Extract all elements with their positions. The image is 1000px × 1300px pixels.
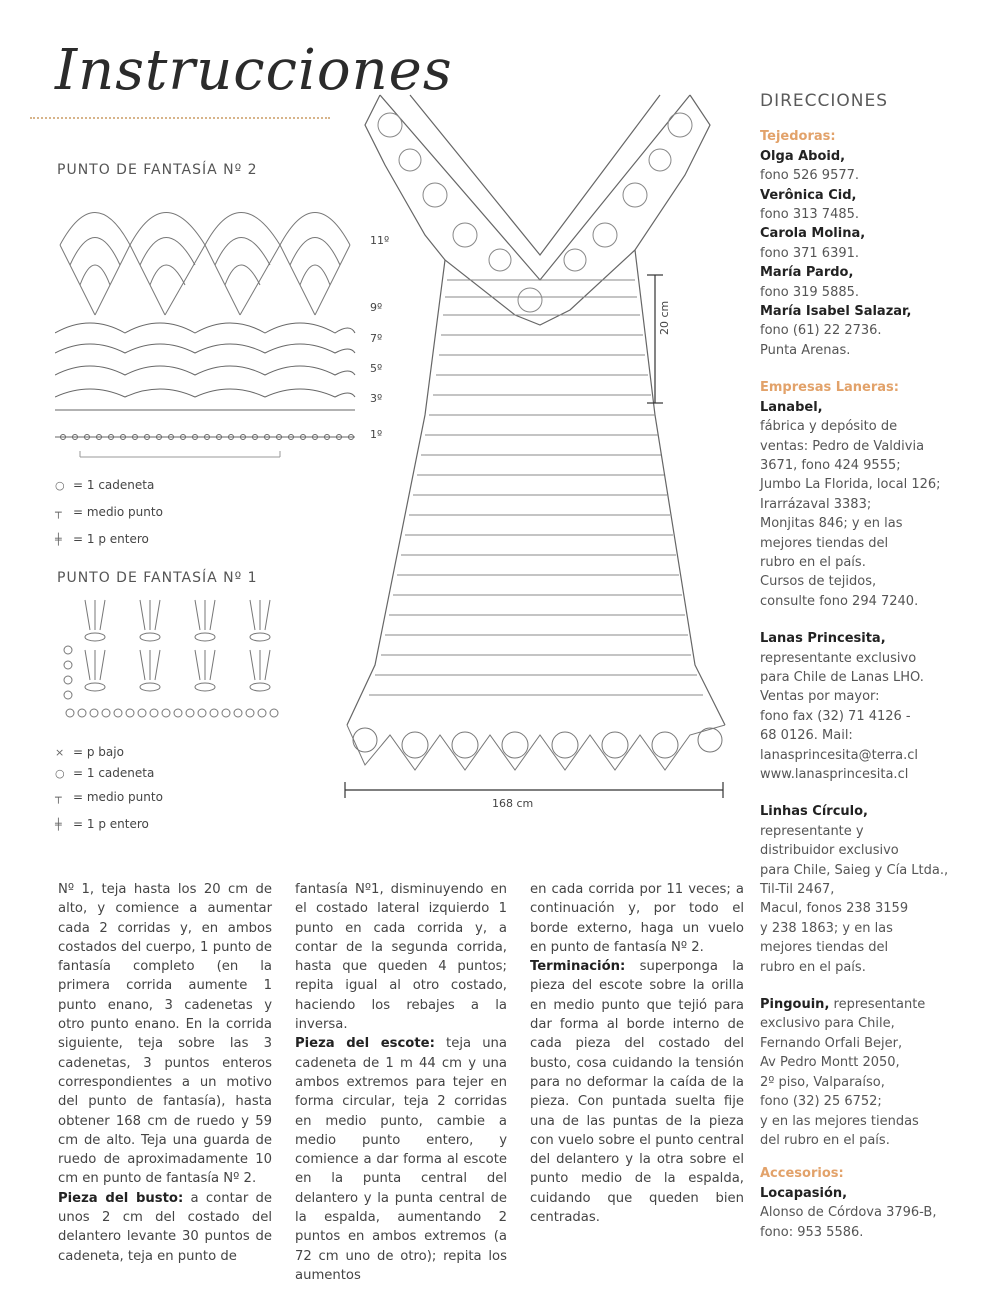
row-label: 3º: [370, 392, 383, 405]
company-block: [760, 398, 990, 611]
contact-name: Carola Molina,: [760, 226, 866, 242]
company-detail-line: consulte fono 294 7240.: [760, 593, 919, 609]
paragraph: Nº 1, teja hasta los 20 cm de alto, y comience a aumentar cada 2 corridas y, en ambos costados del cuerpo, 1 punto de fantasía completo (en la primera corrida aumente 1 punto enano, 3 cadenetas y otro punto enano. En la corrida siguiente, teja sobre las 3 cadenetas, 3 puntos enteros correspondientes a un motivo del punto de fantasía), hasta obtener 168 cm de ruedo y 59 cm de alto. Teja una guarda de ruedo de aproximadamente 10 cm en punto de fantasía Nº 2.: [58, 882, 272, 1187]
company-detail-line: 3671, fono 424 9555;: [760, 457, 901, 473]
company-detail-line: Av Pedro Montt 2050,: [760, 1055, 900, 1071]
company-detail-line: Macul, fonos 238 3159: [760, 901, 909, 917]
company-detail-line: fono (32) 25 6752;: [760, 1094, 882, 1110]
contact-phone: fono (61) 22 2736.: [760, 323, 882, 339]
company-detail-line: Fernando Orfali Bejer,: [760, 1035, 903, 1051]
company-name: Pingouin, representante: [760, 997, 926, 1013]
company-detail-line: rubro en el país.: [760, 554, 866, 570]
paragraph: a contar de unos 2 cm del costado del delantero levante 30 puntos de cadeneta, teja en punto de: [58, 1190, 272, 1264]
half-double-symbol-icon: ┬: [55, 506, 62, 519]
company-block: [760, 1184, 990, 1242]
row-label: 1º: [370, 428, 383, 441]
company-detail-line: rubro en el país.: [760, 959, 866, 975]
company-detail-line: Irarrázaval 3383;: [760, 496, 872, 512]
text-column-1: [58, 880, 272, 1266]
height-dimension-label: 20 cm: [658, 300, 671, 335]
company-detail-line: Jumbo La Florida, local 126;: [760, 477, 941, 493]
company-detail-line: mejores tiendas del: [760, 940, 889, 956]
text-column-2: [295, 880, 507, 1285]
company-detail-line: Til-Til 2467,: [760, 882, 835, 898]
company-name: Lanabel,: [760, 399, 823, 415]
company-detail-line: fono: 953 5586.: [760, 1224, 864, 1240]
section-heading: Pieza del escote:: [295, 1036, 435, 1052]
tejedoras-title: Tejedoras:: [760, 129, 836, 145]
company-detail-line: Cursos de tejidos,: [760, 574, 877, 590]
empresas-list: [760, 398, 990, 1151]
title-divider: [30, 117, 330, 119]
company-detail-line: distribuidor exclusivo: [760, 843, 899, 859]
row-label: 11º: [370, 234, 390, 247]
diagram-2-title: PUNTO DE FANTASÍA Nº 2: [57, 162, 258, 178]
row-label: 5º: [370, 362, 383, 375]
company-block: [760, 629, 990, 784]
diagram-1-title: PUNTO DE FANTASÍA Nº 1: [57, 570, 258, 586]
company-detail-line: exclusivo para Chile,: [760, 1016, 895, 1032]
row-label: 9º: [370, 301, 383, 314]
company-detail-line: lanasprincesita@terra.cl: [760, 747, 919, 763]
width-dimension-label: 168 cm: [492, 797, 534, 810]
company-detail-line: mejores tiendas del: [760, 535, 889, 551]
contact-name: María Pardo,: [760, 265, 854, 281]
paragraph: fantasía Nº1, disminuyendo en el costado lateral izquierdo 1 punto en cada corrida y, a contar de la segunda corrida, hasta que queden 4 puntos; repita igual al otro costado, haciendo los rebajes a la inversa.: [295, 882, 507, 1033]
company-detail-line: Ventas por mayor:: [760, 689, 880, 705]
company-detail-line: Monjitas 846; y en las: [760, 516, 903, 532]
contact-phone: fono 319 5885.: [760, 284, 860, 300]
company-detail-line: 68 0126. Mail:: [760, 728, 853, 744]
company-name: Lanas Princesita,: [760, 631, 886, 647]
double-symbol-icon: ╪: [55, 533, 62, 546]
company-detail-line: fono fax (32) 71 4126 -: [760, 708, 911, 724]
company-detail-line: y 238 1863; y en las: [760, 920, 893, 936]
chain-symbol-icon: ○: [55, 479, 65, 492]
company-detail-line: representante exclusivo: [760, 650, 917, 666]
directions-column: [760, 92, 990, 1242]
section-heading: Terminación:: [530, 959, 626, 975]
company-detail-line: www.lanasprincesita.cl: [760, 767, 909, 782]
accesorios-list: [760, 1184, 990, 1242]
contact-phone: fono 371 6391.: [760, 245, 860, 261]
paragraph: teja una cadeneta de 1 m 44 cm y una ambos extremos para tejer en forma circular, teja 2 corridas en medio punto, cambie a medio punto entero, y comience a dar forma al escote en la punta central del delantero y la punta central de la espalda, aumentando 2 puntos en ambos extremos (a 72 cm uno de otro); repita los aumentos: [295, 1036, 507, 1283]
empresas-title: Empresas Laneras:: [760, 380, 899, 396]
legend-1: × = p bajo ○ = 1 cadeneta ┬ = medio punto ╪ = 1 p entero: [55, 742, 163, 838]
company-detail-line: Alonso de Córdova 3796-B,: [760, 1205, 937, 1221]
company-detail-line: representante y: [760, 823, 864, 839]
row-label: 7º: [370, 332, 383, 345]
legend-2: ○ = 1 cadeneta ┬ = medio punto ╪ = 1 p entero: [55, 472, 163, 553]
company-detail-line: del rubro en el país.: [760, 1132, 890, 1148]
company-detail-line: para Chile de Lanas LHO.: [760, 669, 924, 685]
company-detail-line: fábrica y depósito de: [760, 419, 898, 435]
half-double-symbol-icon: ┬: [55, 791, 62, 804]
contact-city: Punta Arenas.: [760, 342, 851, 358]
paragraph: superponga la pieza del escote sobre la orilla en medio punto que tejió para dar forma al borde interno de cada pieza del costado del busto, cosa cuidando la tensión para no deformar la caída de la pieza. Con puntada suelta fije una de las puntas de la pieza con vuelo sobre el punto central del delantero y la otra sobre el punto medio de la espalda, cuidando que queden bien centradas.: [530, 959, 744, 1226]
company-name: Locapasión,: [760, 1185, 848, 1201]
company-name: Linhas Círculo,: [760, 804, 868, 820]
company-block: [760, 995, 990, 1150]
company-block: [760, 802, 990, 977]
paragraph: en cada corrida por 11 veces; a continuación y, por todo el borde externo, haga un vuelo en punto de fantasía Nº 2.: [530, 882, 744, 955]
contact-phone: fono 526 9577.: [760, 168, 860, 184]
contact-name: Olga Aboid,: [760, 148, 846, 164]
company-detail-line: 2º piso, Valparaíso,: [760, 1074, 885, 1090]
page-title: Instrucciones: [55, 38, 453, 103]
single-symbol-icon: ×: [55, 746, 65, 759]
company-detail-line: y en las mejores tiendas: [760, 1113, 919, 1129]
double-symbol-icon: ╪: [55, 818, 62, 831]
directions-heading: DIRECCIONES: [760, 91, 889, 111]
section-heading: Pieza del busto:: [58, 1190, 184, 1206]
stitch-chart-1: [60, 595, 290, 725]
dress-schematic: [335, 85, 735, 815]
contact-name: Verônica Cid,: [760, 187, 857, 203]
contact-phone: fono 313 7485.: [760, 207, 860, 223]
chain-symbol-icon: ○: [55, 767, 65, 780]
company-detail-line: para Chile, Saieg y Cía Ltda.,: [760, 862, 949, 878]
text-column-3: [530, 880, 744, 1227]
accesorios-title: Accesorios:: [760, 1166, 844, 1182]
company-detail-line: ventas: Pedro de Valdivia: [760, 438, 925, 454]
contact-name: María Isabel Salazar,: [760, 304, 912, 320]
